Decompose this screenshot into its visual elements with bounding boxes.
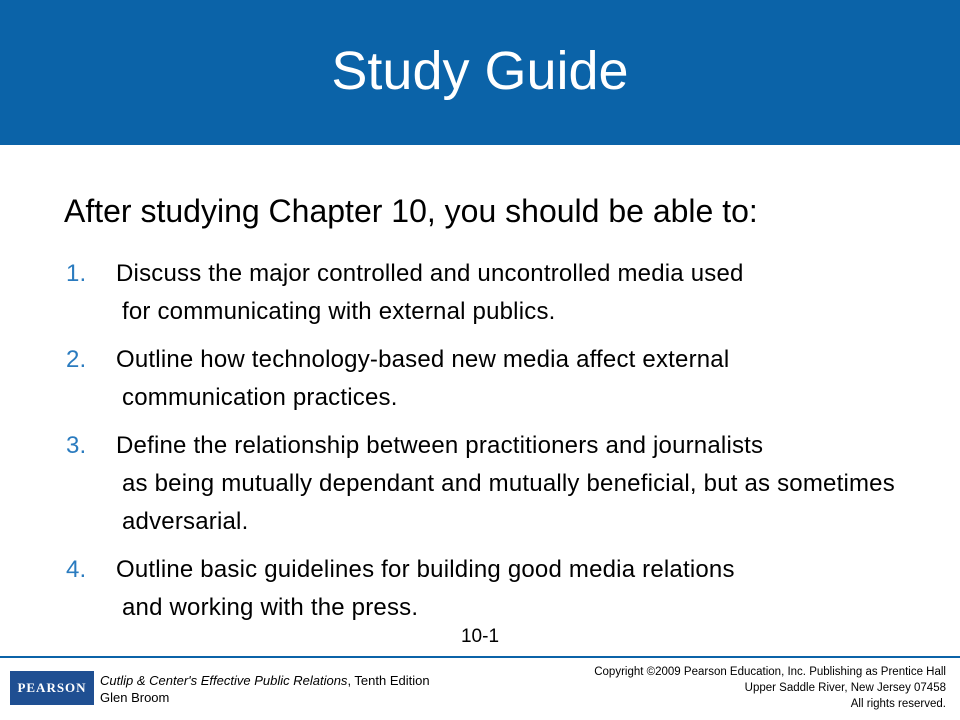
- book-title: Cutlip & Center's Effective Public Relations: [100, 673, 348, 688]
- book-title-line: [100, 672, 430, 689]
- logo-text: PEARSON: [17, 680, 87, 695]
- objective-item: [66, 427, 926, 541]
- objective-text-rest: communication practices.: [122, 384, 398, 411]
- book-author: Glen Broom: [100, 690, 170, 705]
- objective-number: 1.: [66, 260, 87, 287]
- objective-item: [66, 341, 926, 417]
- objective-text-rest: as being mutually dependant and mutually beneficial, but as sometimes adversarial.: [122, 470, 895, 535]
- objective-text-first: Define the relationship between practitioners and journalists: [116, 432, 764, 459]
- slide-title: Study Guide: [331, 40, 629, 101]
- title-banner: [0, 0, 960, 145]
- page-number: 10-1: [460, 626, 500, 647]
- objective-text-first: Outline basic guidelines for building good media relations: [116, 556, 735, 583]
- copyright-line: Copyright ©2009 Pearson Education, Inc. Publishing as Prentice Hall: [594, 666, 946, 678]
- copyright-address: Upper Saddle River, New Jersey 07458: [744, 682, 946, 694]
- objective-number: 4.: [66, 556, 87, 583]
- book-citation: [100, 672, 430, 706]
- objective-number: 3.: [66, 432, 87, 459]
- objective-text-rest: for communicating with external publics.: [122, 298, 556, 325]
- copyright-rights: All rights reserved.: [850, 698, 946, 710]
- objective-number: 2.: [66, 346, 87, 373]
- copyright-notice: [594, 664, 946, 712]
- objective-text-rest: and working with the press.: [122, 594, 419, 621]
- objective-text-first: Outline how technology-based new media affect external: [116, 346, 730, 373]
- pearson-logo: [10, 671, 94, 705]
- footer-divider: [0, 656, 960, 658]
- objective-text-first: Discuss the major controlled and uncontrolled media used: [116, 260, 744, 287]
- book-edition: , Tenth Edition: [347, 673, 430, 688]
- intro-heading: After studying Chapter 10, you should be able to:: [64, 193, 758, 229]
- objective-item: [66, 551, 926, 627]
- objectives-list: [66, 255, 926, 637]
- objective-item: [66, 255, 926, 331]
